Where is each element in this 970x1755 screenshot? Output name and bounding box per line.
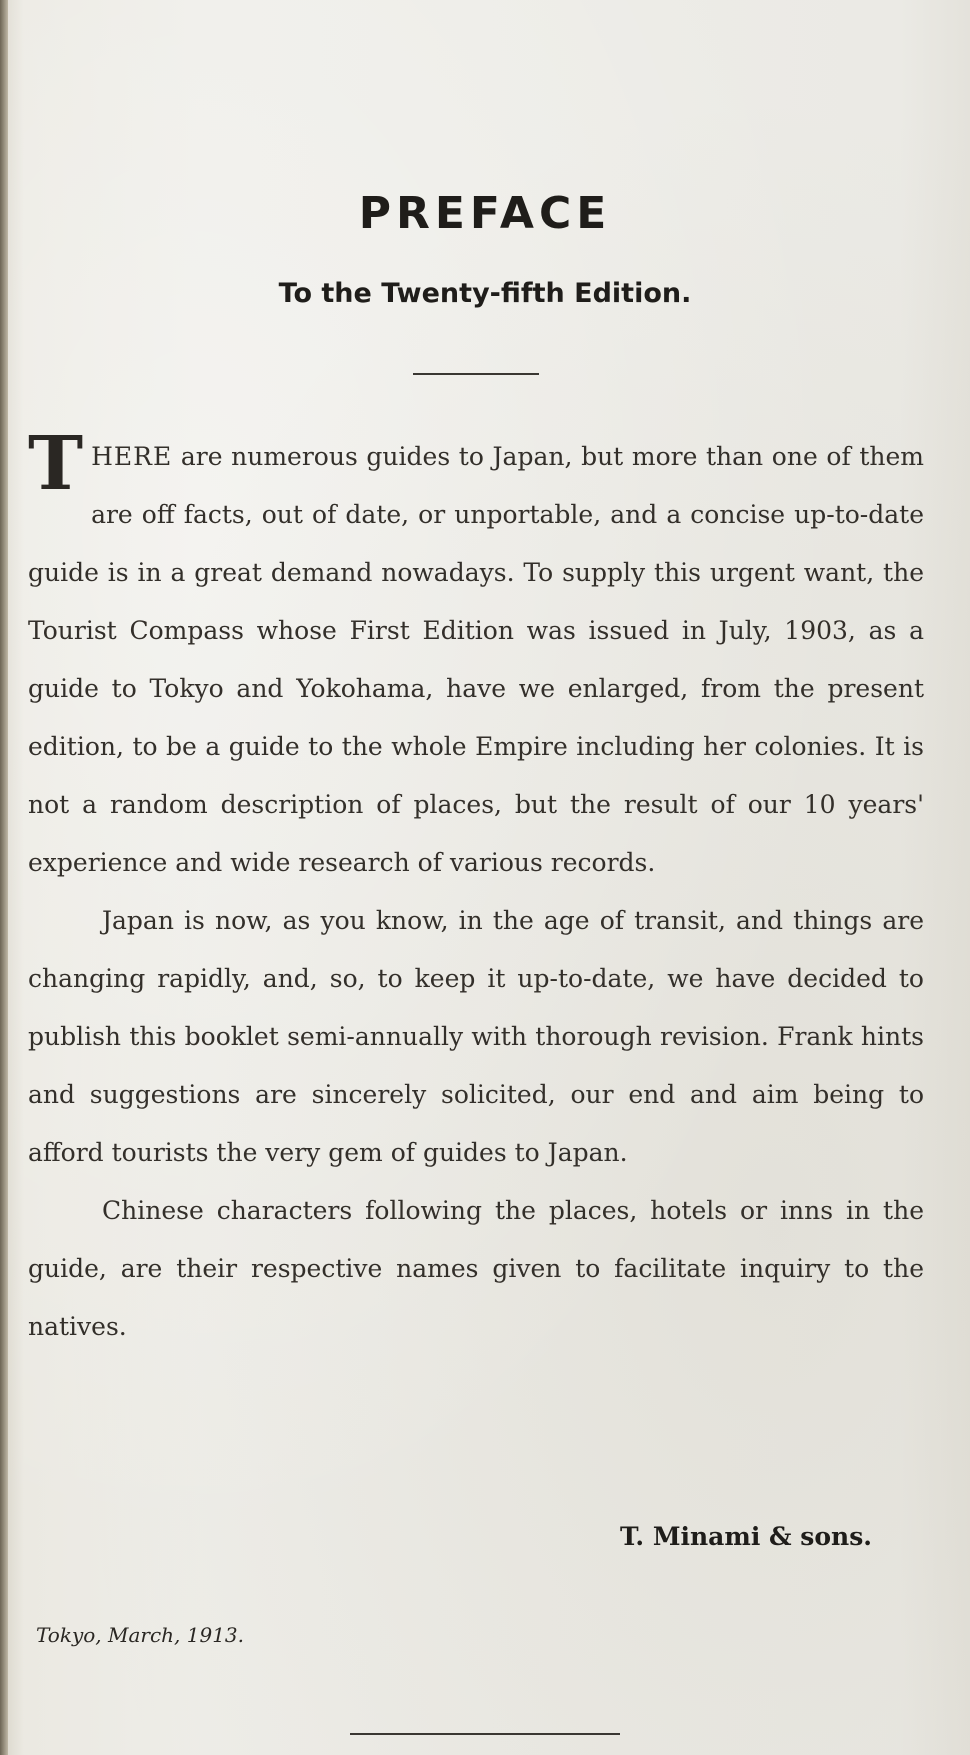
paragraph-3: Chinese characters following the places, hotels or inns in the guide, are their respective names given to facilitate inquiry to the natives. [28,1196,924,1341]
bottom-divider [350,1733,620,1735]
binding-edge [0,0,8,1755]
paragraph-1 [28,421,924,892]
title-divider [413,373,539,375]
drop-cap: T [28,421,84,507]
page-subtitle: To the Twenty-fifth Edition. [278,278,692,309]
paragraph-1-text: are numerous guides to Japan, but more than one of them are off facts, out of date, or unportable, and a concise up-to-date guide is in a great demand nowadays. To supply this urgent want, the Tourist Compass whose First Edition was issued in July, 1903, as a guide to Tokyo and Yokohama, have we enlarged, from the present edition, to be a guide to the whole Empire including her colonies. It is not a random description of places, but the result of our 10 years' experience and wide research of various records. [28,442,924,877]
preface-body [28,421,924,1356]
dateline: Tokyo, March, 1913. [36,1623,245,1647]
signature: T. Minami & sons. [620,1522,872,1551]
lead-word: HERE [91,442,173,471]
paragraph-2: Japan is now, as you know, in the age of transit, and things are changing rapidly, and, so, to keep it up-to-date, we have decided to publish this booklet semi-annually with thorough revision. Frank hints and suggestions are sincerely solicited, our end and aim being to afford tourists the very gem of guides to Japan. [28,906,924,1167]
page-title: PREFACE [358,188,612,239]
